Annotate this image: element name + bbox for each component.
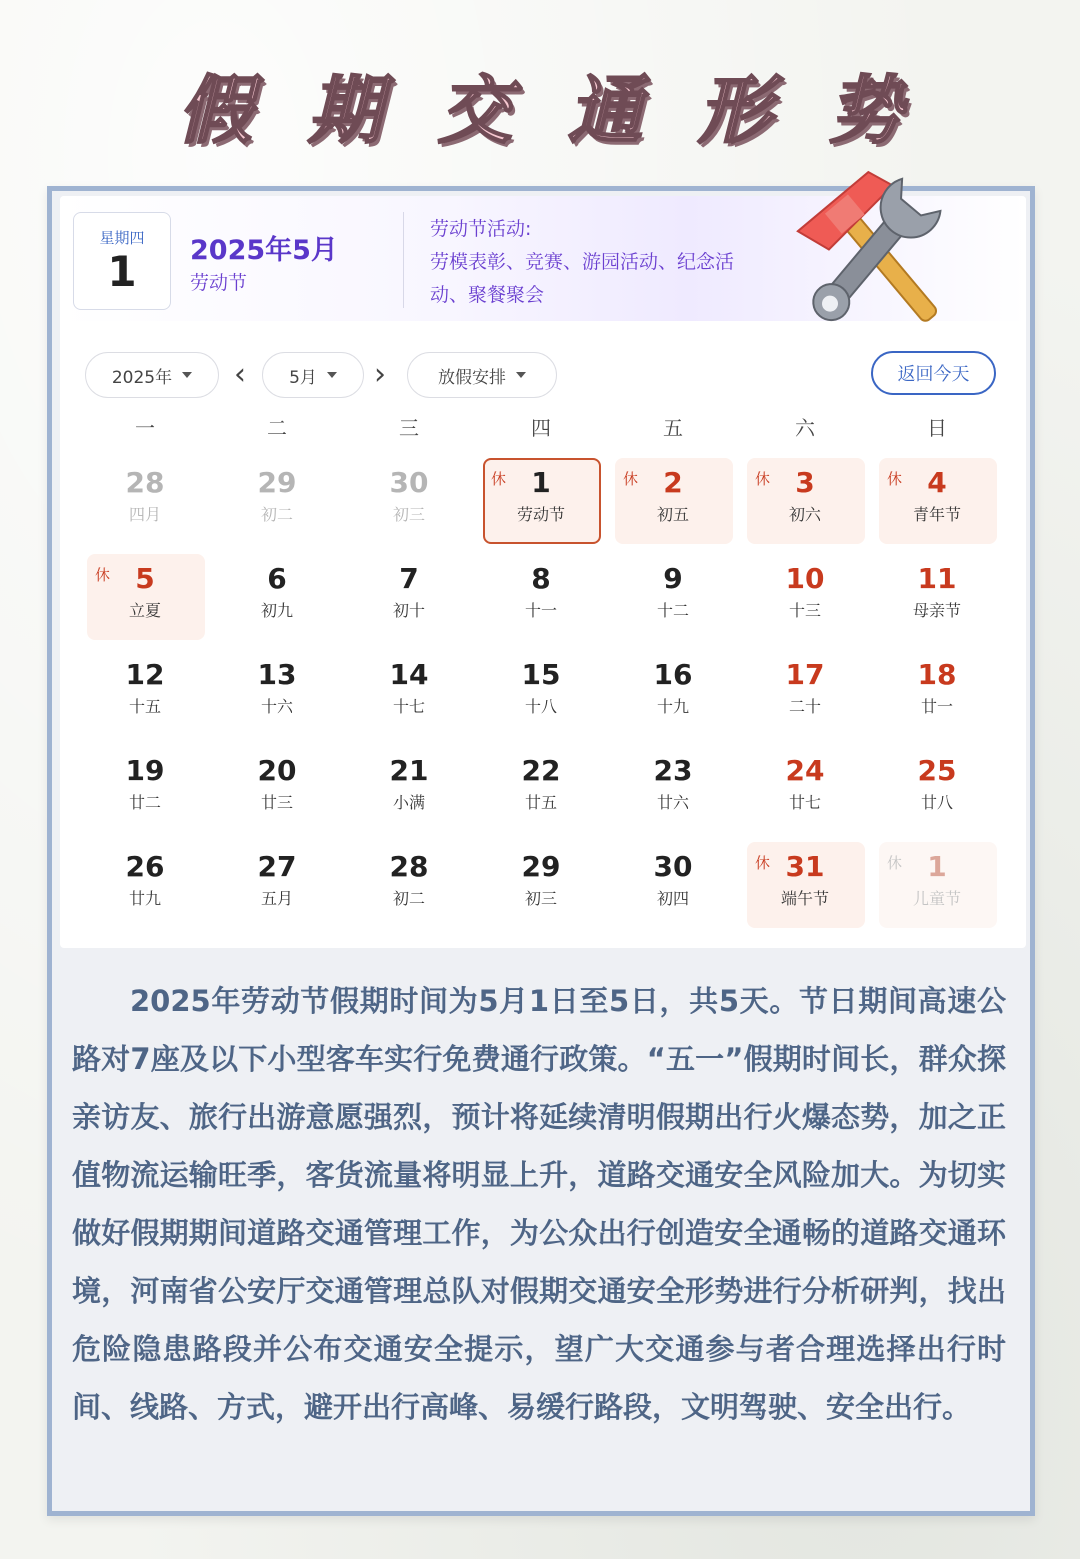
weekday-label: 六 <box>795 416 815 440</box>
title-char: 假 <box>178 68 252 154</box>
calendar-day-cell[interactable] <box>475 550 607 646</box>
calendar-day-cell[interactable] <box>211 742 343 838</box>
day-number: 4 <box>927 466 947 499</box>
calendar-day-cell[interactable] <box>343 454 475 550</box>
calendar-day-cell[interactable] <box>343 646 475 742</box>
lunar-date: 初二 <box>392 889 425 908</box>
header-divider <box>403 212 404 308</box>
day-number: 30 <box>389 466 429 499</box>
title-char: 势 <box>828 68 902 154</box>
calendar-day-cell[interactable] <box>475 838 607 934</box>
title-char: 期 <box>308 68 382 154</box>
calendar-day-cell[interactable] <box>739 454 871 550</box>
calendar-day-cell[interactable] <box>607 838 739 934</box>
calendar-day-cell[interactable] <box>475 742 607 838</box>
calendar-day-cell[interactable] <box>607 454 739 550</box>
selected-day-box <box>73 212 171 310</box>
day-number: 8 <box>531 562 551 595</box>
calendar-day-cell[interactable] <box>739 838 871 934</box>
lunar-date: 廿五 <box>524 793 557 812</box>
lunar-date: 十五 <box>128 697 161 716</box>
title-char: 通 <box>568 68 642 154</box>
lunar-date: 立夏 <box>128 601 161 620</box>
lunar-date: 五月 <box>260 889 293 908</box>
weekday-label: 五 <box>663 416 683 440</box>
selected-weekday: 星期四 <box>99 229 145 247</box>
lunar-date: 十七 <box>392 697 425 716</box>
lunar-date: 十六 <box>260 697 293 716</box>
calendar-day-cell[interactable] <box>607 550 739 646</box>
page-title <box>0 52 1080 158</box>
year-select-label: 2025年 <box>111 367 173 388</box>
lunar-date: 二十 <box>788 697 821 716</box>
calendar-day-cell[interactable] <box>211 838 343 934</box>
year-select[interactable] <box>85 352 219 398</box>
weekday-label: 三 <box>399 416 419 440</box>
lunar-date: 母亲节 <box>912 601 961 620</box>
calendar-day-cell[interactable] <box>211 646 343 742</box>
day-number: 9 <box>663 562 683 595</box>
day-number: 23 <box>653 754 693 787</box>
calendar-day-cell[interactable] <box>343 742 475 838</box>
next-month-button[interactable]: › <box>374 357 386 392</box>
weekday-label: 一 <box>135 416 155 440</box>
day-number: 5 <box>135 562 155 595</box>
calendar-day-cell[interactable] <box>475 646 607 742</box>
day-number: 29 <box>521 850 561 883</box>
calendar-day-cell[interactable] <box>607 646 739 742</box>
lunar-date: 初十 <box>392 601 425 620</box>
rest-day-badge: 休 <box>95 566 111 584</box>
month-select-label: 5月 <box>289 367 317 388</box>
calendar-day-cell[interactable] <box>211 454 343 550</box>
day-number: 20 <box>257 754 297 787</box>
rest-day-badge: 休 <box>623 470 639 488</box>
chevron-down-icon <box>516 372 526 378</box>
lunar-date: 廿七 <box>788 793 821 812</box>
header-festival: 劳动节 <box>190 272 248 294</box>
lunar-date: 初三 <box>524 889 557 908</box>
calendar-day-cell[interactable] <box>79 742 211 838</box>
calendar-day-cell[interactable] <box>871 646 1003 742</box>
lunar-date: 十一 <box>524 601 557 620</box>
day-number: 25 <box>917 754 957 787</box>
day-number: 7 <box>399 562 419 595</box>
day-number: 12 <box>125 658 165 691</box>
day-number: 10 <box>785 562 825 595</box>
day-number: 27 <box>257 850 297 883</box>
lunar-date: 廿二 <box>128 793 161 812</box>
day-number: 28 <box>389 850 429 883</box>
day-number: 30 <box>653 850 693 883</box>
lunar-date: 十八 <box>524 697 557 716</box>
lunar-date: 初九 <box>260 601 293 620</box>
day-number: 3 <box>795 466 815 499</box>
calendar-day-cell[interactable] <box>343 550 475 646</box>
day-number: 31 <box>785 850 825 883</box>
prev-month-button[interactable]: ‹ <box>234 357 246 392</box>
calendar-day-cell[interactable] <box>211 550 343 646</box>
lunar-date: 初四 <box>656 889 689 908</box>
day-number: 13 <box>257 658 297 691</box>
day-number: 26 <box>125 850 165 883</box>
lunar-date: 端午节 <box>780 889 829 908</box>
day-number: 21 <box>389 754 429 787</box>
day-number: 2 <box>663 466 683 499</box>
lunar-date: 小满 <box>392 793 425 812</box>
title-char: 形 <box>698 68 772 154</box>
day-number: 22 <box>521 754 561 787</box>
lunar-date: 初五 <box>656 505 689 524</box>
calendar-day-cell[interactable] <box>739 742 871 838</box>
weekday-label: 日 <box>927 416 947 440</box>
lunar-date: 初二 <box>260 505 293 524</box>
activity-text: 劳模表彰、竞赛、游园活动、纪念活动、聚餐聚会 <box>430 251 735 306</box>
lunar-date: 初三 <box>392 505 425 524</box>
lunar-date: 十三 <box>788 601 821 620</box>
calendar-widget <box>60 196 1026 948</box>
calendar-day-cell[interactable] <box>871 550 1003 646</box>
calendar-day-cell[interactable] <box>607 742 739 838</box>
holiday-select-label: 放假安排 <box>438 367 506 388</box>
calendar-day-cell[interactable] <box>739 550 871 646</box>
lunar-date: 廿八 <box>920 793 953 812</box>
holiday-select[interactable] <box>407 352 557 398</box>
day-number: 1 <box>531 466 551 499</box>
day-number: 15 <box>521 658 561 691</box>
weekday-label: 二 <box>267 416 287 440</box>
title-char: 交 <box>438 68 512 154</box>
rest-day-badge: 休 <box>491 470 507 488</box>
day-number: 17 <box>785 658 825 691</box>
lunar-date: 劳动节 <box>516 505 565 524</box>
selected-day-number: 1 <box>107 247 137 296</box>
lunar-date: 廿三 <box>260 793 293 812</box>
day-number: 28 <box>125 466 165 499</box>
month-select[interactable] <box>262 352 364 398</box>
lunar-date: 廿一 <box>920 697 953 716</box>
lunar-date: 廿六 <box>656 793 689 812</box>
day-number: 16 <box>653 658 693 691</box>
calendar-day-cell[interactable] <box>79 454 211 550</box>
rest-day-badge: 休 <box>887 854 903 872</box>
calendar-header <box>60 196 1026 321</box>
chevron-down-icon <box>327 372 337 378</box>
lunar-date: 廿九 <box>128 889 161 908</box>
calendar-day-cell[interactable] <box>871 838 1003 934</box>
calendar-day-cell[interactable] <box>343 838 475 934</box>
day-number: 11 <box>917 562 957 595</box>
calendar-day-cell[interactable] <box>79 550 211 646</box>
rest-day-badge: 休 <box>755 470 771 488</box>
calendar-day-cell[interactable] <box>871 454 1003 550</box>
day-number: 1 <box>927 850 947 883</box>
hammer-wrench-icon <box>780 168 970 333</box>
calendar-day-cell[interactable] <box>475 454 607 550</box>
calendar-day-cell[interactable] <box>739 646 871 742</box>
lunar-date: 四月 <box>128 505 161 524</box>
article-text: 2025年劳动节假期时间为5月1日至5日，共5天。节日期间高速公路对7座及以下小型客车实行免费通行政策。“五一”假期时间长，群众探亲访友、旅行出游意愿强烈，预计将延续清明假期出行火爆态势，加之正值物流运输旺季，客货流量将明显上升，道路交通安全风险加大。为切实做好假期期间道路交通管理工作，为公众出行创造安全通畅的道路交通环境，河南省公安厅交通管理总队对假期交通安全形势进行分析研判，找出危险隐患路段并公布交通安全提示，望广大交通参与者合理选择出行时间、线路、方式，避开出行高峰、易缓行路段，文明驾驶、安全出行。 <box>72 984 1006 1424</box>
day-grid <box>79 454 1003 934</box>
lunar-date: 十九 <box>656 697 689 716</box>
chevron-down-icon <box>182 372 192 378</box>
day-number: 29 <box>257 466 297 499</box>
rest-day-badge: 休 <box>755 854 771 872</box>
day-number: 6 <box>267 562 287 595</box>
calendar-day-cell[interactable] <box>79 646 211 742</box>
day-number: 18 <box>917 658 957 691</box>
day-number: 24 <box>785 754 825 787</box>
day-number: 14 <box>389 658 429 691</box>
weekday-row <box>79 412 1003 441</box>
day-number: 19 <box>125 754 165 787</box>
back-to-today-button[interactable]: 返回今天 <box>871 351 996 395</box>
lunar-date: 青年节 <box>912 505 961 524</box>
weekday-label: 四 <box>531 416 551 440</box>
lunar-date: 初六 <box>788 505 821 524</box>
lunar-date: 十二 <box>656 601 689 620</box>
calendar-day-cell[interactable] <box>871 742 1003 838</box>
activity-title: 劳动节活动: <box>430 218 532 240</box>
header-date: 2025年5月 <box>190 235 338 266</box>
calendar-day-cell[interactable] <box>79 838 211 934</box>
lunar-date: 儿童节 <box>912 889 961 908</box>
rest-day-badge: 休 <box>887 470 903 488</box>
